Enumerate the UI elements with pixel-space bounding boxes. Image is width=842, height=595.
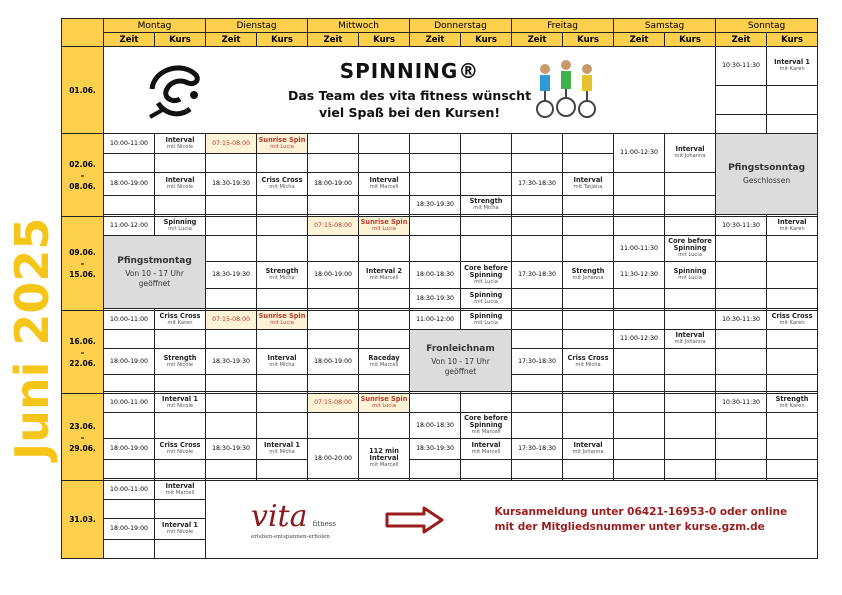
empty-cell [155,413,206,439]
zeit-header: Zeit [614,33,665,47]
empty-cell [716,289,767,309]
empty-cell [206,236,257,262]
empty-cell [308,236,359,262]
empty-cell [461,154,512,173]
course-cell: Criss Cross mit Karen [155,311,206,330]
empty-cell [461,217,512,236]
time-cell: 18:00-20:00 [308,439,359,479]
empty-cell [512,460,563,479]
time-cell: 17:30-18:30 [512,173,563,196]
empty-cell [767,86,818,115]
week-label: 16.06. – 22.06. [62,311,104,394]
empty-cell [206,375,257,392]
empty-cell [206,154,257,173]
empty-cell [512,289,563,309]
empty-cell [308,330,359,349]
day-header: Freitag [512,19,614,33]
time-cell: 17:30-18:30 [512,262,563,289]
kurs-header: Kurs [155,33,206,47]
empty-cell [614,173,665,196]
time-cell: 11:00-11:30 [614,236,665,262]
time-cell: 18:30-19:30 [206,173,257,196]
empty-cell [665,311,716,330]
footer-banner [206,481,818,559]
empty-cell [563,375,614,392]
course-cell: Strength mit Johanna [563,262,614,289]
empty-cell [410,217,461,236]
course-cell: Core before Spinning mit Lucia [461,262,512,289]
empty-cell [512,217,563,236]
course-cell: Interval 1 mit Nicole [155,394,206,413]
holiday-fronleichnam: Fronleichnam Von 10 - 17 Uhr geöffnet [410,330,512,392]
time-cell: 07:15-08:00 [206,311,257,330]
empty-cell [359,413,410,439]
empty-cell [104,375,155,392]
corner-cell [62,19,104,47]
time-cell: 10:30-11:30 [716,394,767,413]
kurs-header: Kurs [461,33,512,47]
empty-cell [665,439,716,460]
time-cell: 11:00-12:00 [410,311,461,330]
week-label: 31.03. [62,481,104,559]
course-cell: Strength mit Micha [257,262,308,289]
course-cell: Interval mit Nicole [155,134,206,154]
empty-cell [257,289,308,309]
empty-cell [359,311,410,330]
day-header: Mittwoch [308,19,410,33]
empty-cell [308,311,359,330]
empty-cell [665,196,716,215]
empty-cell [257,330,308,349]
empty-cell [716,262,767,289]
arrow-right-icon [384,505,446,535]
empty-cell [767,439,818,460]
empty-cell [206,217,257,236]
empty-cell [104,196,155,215]
empty-cell [716,86,767,115]
empty-cell [716,330,767,349]
time-cell: 10:00-11:00 [104,311,155,330]
empty-cell [155,500,206,519]
empty-cell [512,196,563,215]
empty-cell [716,375,767,392]
kurs-header: Kurs [563,33,614,47]
week-label: 09.06. – 15.06. [62,217,104,311]
course-cell: Criss Cross mit Nicole [155,439,206,460]
time-cell: 07:15-08:00 [308,217,359,236]
banner-title: SPINNING® [339,59,480,83]
course-cell: Interval 2 mit Marcell [359,262,410,289]
zeit-header: Zeit [716,33,767,47]
empty-cell [359,154,410,173]
zeit-header: Zeit [206,33,257,47]
course-cell: Interval mit Marcell [155,481,206,500]
time-cell: 18:00-19:00 [104,519,155,540]
empty-cell [665,349,716,375]
course-cell: Interval mit Johanna [665,330,716,349]
time-cell: 17:30-18:30 [512,349,563,375]
empty-cell [614,413,665,439]
empty-cell [308,154,359,173]
empty-cell [206,330,257,349]
time-cell: 18:00-19:00 [104,173,155,196]
course-cell: Strength mit Karen [767,394,818,413]
time-cell: 10:00-11:00 [104,394,155,413]
empty-cell [512,394,563,413]
empty-cell [155,460,206,479]
empty-cell [359,134,410,154]
day-header: Donnerstag [410,19,512,33]
month-label-text: Juni 2025 [5,217,59,460]
empty-cell [308,413,359,439]
empty-cell [461,173,512,196]
time-cell: 18:00-19:00 [104,349,155,375]
info-line: Kursanmeldung unter 06421-16953-0 oder online [494,505,788,518]
course-cell: Core before Spinning mit Lucia [665,236,716,262]
empty-cell [206,460,257,479]
empty-cell [767,289,818,309]
registration-info [495,505,788,535]
empty-cell [716,413,767,439]
empty-cell [410,460,461,479]
empty-cell [716,349,767,375]
empty-cell [104,413,155,439]
day-header: Samstag [614,19,716,33]
course-cell: Interval mit Tatjana [563,173,614,196]
course-cell: Sunrise Spin mit Lucia [257,311,308,330]
empty-cell [155,540,206,559]
time-cell: 18:30-19:30 [206,262,257,289]
time-cell: 10:00-11:00 [104,481,155,500]
empty-cell [359,330,410,349]
empty-cell [257,394,308,413]
course-cell: 112 min Interval mit Marcell [359,439,410,479]
empty-cell [257,217,308,236]
zeit-header: Zeit [512,33,563,47]
day-header: Sonntag [716,19,818,33]
empty-cell [716,460,767,479]
empty-cell [512,330,563,349]
empty-cell [257,413,308,439]
info-line: mit der Mitgliedsnummer unter kurse.gzm.de [494,520,765,533]
course-cell: Interval mit Johanna [563,439,614,460]
empty-cell [359,289,410,309]
empty-cell [614,375,665,392]
holiday-pfingstmontag: Pfingstmontag Von 10 - 17 Uhr geöffnet [104,236,206,309]
empty-cell [206,394,257,413]
time-cell: 10:30-11:30 [716,311,767,330]
empty-cell [512,413,563,439]
empty-cell [614,349,665,375]
empty-cell [308,289,359,309]
time-cell: 10:30-11:30 [716,47,767,86]
time-cell: 11:00-12:30 [614,134,665,173]
course-cell: Interval mit Nicole [155,173,206,196]
course-cell: Interval mit Marcell [359,173,410,196]
empty-cell [512,311,563,330]
zeit-header: Zeit [104,33,155,47]
empty-cell [257,460,308,479]
day-header: Dienstag [206,19,308,33]
empty-cell [461,394,512,413]
time-cell: 07:15-08:00 [308,394,359,413]
time-cell: 18:30-19:30 [206,349,257,375]
empty-cell [461,236,512,262]
month-label [2,60,60,540]
empty-cell [104,540,155,559]
empty-cell [614,439,665,460]
cyclists-photo-icon [525,57,607,121]
empty-cell [716,439,767,460]
zeit-header: Zeit [308,33,359,47]
empty-cell [410,236,461,262]
day-header: Montag [104,19,206,33]
empty-cell [614,289,665,309]
empty-cell [665,460,716,479]
empty-cell [104,154,155,173]
empty-cell [665,394,716,413]
empty-cell [257,375,308,392]
course-cell: Interval 1 mit Nicole [155,519,206,540]
course-cell: Sunrise Spin mit Lucia [359,394,410,413]
time-cell: 07:15-08:00 [206,134,257,154]
empty-cell [155,375,206,392]
empty-cell [155,154,206,173]
logo-tagline: erleben-entspannen-erholen [251,534,330,540]
time-cell: 18:00-19:00 [308,173,359,196]
course-cell: Interval mit Micha [257,349,308,375]
empty-cell [359,375,410,392]
course-cell: Interval 1 mit Micha [257,439,308,460]
empty-cell [410,173,461,196]
empty-cell [614,311,665,330]
empty-cell [512,375,563,392]
empty-cell [563,154,614,173]
empty-cell [206,413,257,439]
kurs-header: Kurs [359,33,410,47]
zeit-header: Zeit [410,33,461,47]
empty-cell [461,134,512,154]
empty-cell [308,134,359,154]
empty-cell [104,330,155,349]
cyclist-logo-icon [144,59,206,123]
empty-cell [767,349,818,375]
empty-cell [410,134,461,154]
empty-cell [512,134,563,154]
empty-cell [155,330,206,349]
empty-cell [206,289,257,309]
empty-cell [563,413,614,439]
kurs-header: Kurs [665,33,716,47]
empty-cell [563,196,614,215]
empty-cell [614,217,665,236]
course-cell: Criss Cross mit Micha [257,173,308,196]
empty-cell [767,413,818,439]
course-cell: Strength mit Micha [461,196,512,215]
empty-cell [563,217,614,236]
spinning-banner [104,47,716,134]
time-cell: 18:30-19:30 [410,439,461,460]
course-cell: Sunrise Spin mit Lucia [359,217,410,236]
empty-cell [512,236,563,262]
time-cell: 18:00-18:30 [410,262,461,289]
course-cell: Criss Cross mit Karen [767,311,818,330]
week-label: 02.06. – 08.06. [62,134,104,217]
course-cell: Spinning mit Lucia [155,217,206,236]
course-cell: Raceday mit Marcell [359,349,410,375]
empty-cell [767,460,818,479]
course-cell: Sunrise Spin mit Lucia [257,134,308,154]
time-cell: 18:30-19:30 [410,289,461,309]
empty-cell [257,196,308,215]
empty-cell [410,394,461,413]
course-cell: Interval mit Karen [767,217,818,236]
logo-word: vita [251,499,308,534]
empty-cell [563,289,614,309]
empty-cell [716,115,767,134]
empty-cell [563,311,614,330]
week-label: 23.06. – 29.06. [62,394,104,481]
time-cell: 18:30-19:30 [206,439,257,460]
empty-cell [155,196,206,215]
empty-cell [767,236,818,262]
logo-fitness: fitness [312,520,336,528]
time-cell: 11:00-12:30 [614,330,665,349]
time-cell: 11:30-12:30 [614,262,665,289]
empty-cell [563,460,614,479]
time-cell: 17:30-18:30 [512,439,563,460]
empty-cell [767,115,818,134]
time-cell: 18:30-19:30 [410,196,461,215]
empty-cell [665,375,716,392]
week-label: 01.06. [62,47,104,134]
course-cell: Criss Cross mit Micha [563,349,614,375]
empty-cell [308,375,359,392]
time-cell: 18:00-19:00 [308,262,359,289]
course-cell: Core before Spinning mit Marcell [461,413,512,439]
empty-cell [104,460,155,479]
empty-cell [257,154,308,173]
empty-cell [767,262,818,289]
time-cell: 18:00-19:00 [104,439,155,460]
time-cell: 18:00-18:30 [410,413,461,439]
course-cell: Interval mit Johanna [665,134,716,173]
empty-cell [257,236,308,262]
schedule-grid [61,18,818,559]
banner-line: Das Team des vita fitness wünscht [287,88,532,103]
empty-cell [104,500,155,519]
empty-cell [665,217,716,236]
vita-fitness-logo [251,499,336,540]
empty-cell [614,460,665,479]
course-cell: Spinning mit Lucia [461,289,512,309]
time-cell: 18:00-19:00 [308,349,359,375]
empty-cell [359,196,410,215]
kurs-header: Kurs [767,33,818,47]
empty-cell [512,154,563,173]
empty-cell [665,173,716,196]
empty-cell [716,236,767,262]
empty-cell [206,196,257,215]
course-cell: Interval 1 mit Karen [767,47,818,86]
empty-cell [563,394,614,413]
empty-cell [563,134,614,154]
empty-cell [614,196,665,215]
empty-cell [461,460,512,479]
kurs-header: Kurs [257,33,308,47]
empty-cell [308,196,359,215]
empty-cell [665,289,716,309]
course-cell: Interval mit Marcell [461,439,512,460]
time-cell: 10:30-11:30 [716,217,767,236]
banner-line: viel Spaß bei den Kursen! [318,105,501,120]
time-cell: 10:00-11:00 [104,134,155,154]
empty-cell [410,154,461,173]
course-cell: Strength mit Nicole [155,349,206,375]
course-cell: Spinning mit Lucia [461,311,512,330]
empty-cell [614,394,665,413]
empty-cell [359,236,410,262]
holiday-pfingstsonntag: Pfingstsonntag Geschlossen [716,134,818,215]
empty-cell [563,330,614,349]
time-cell: 11:00-12:00 [104,217,155,236]
empty-cell [665,413,716,439]
empty-cell [767,375,818,392]
empty-cell [767,330,818,349]
empty-cell [563,236,614,262]
course-cell: Spinning mit Lucia [665,262,716,289]
